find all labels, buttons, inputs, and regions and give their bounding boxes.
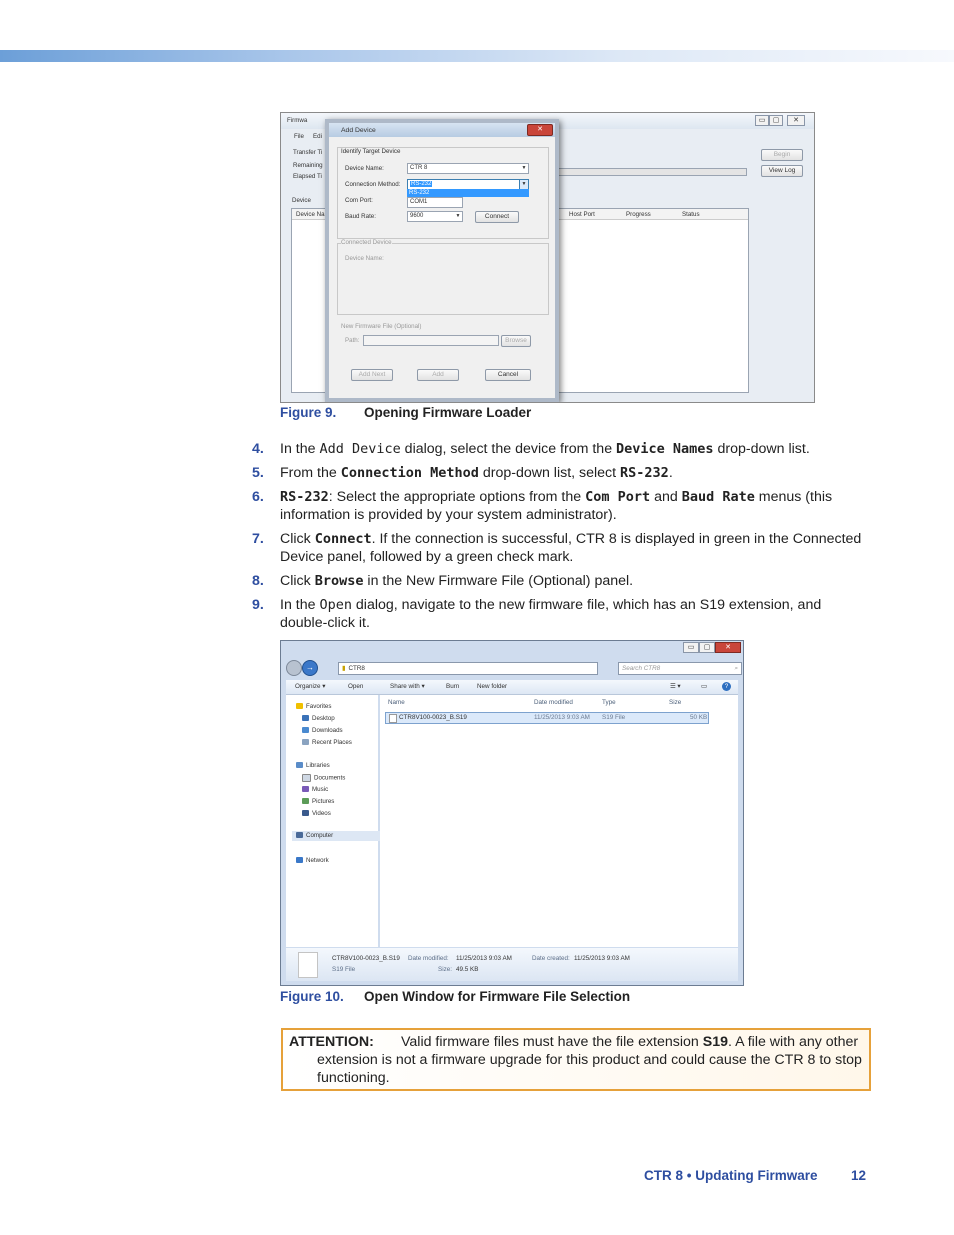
identify-target-label: Identify Target Device: [341, 148, 401, 155]
connection-method-value: RS-232: [411, 181, 432, 187]
col-host-port[interactable]: Host Port: [569, 211, 595, 218]
remaining-label: Remaining: [293, 162, 323, 169]
view-log-button[interactable]: View Log: [761, 165, 803, 177]
device-name-label: Device Name:: [345, 165, 384, 172]
figure-9-number: Figure 9.: [280, 405, 337, 420]
back-icon[interactable]: [286, 660, 302, 676]
nav-computer[interactable]: Computer: [292, 831, 380, 841]
nav-music[interactable]: Music: [302, 786, 328, 793]
figure-9-title: Opening Firmware Loader: [364, 405, 532, 420]
search-input[interactable]: [618, 662, 742, 675]
music-icon: [302, 786, 309, 792]
command-toolbar: [286, 680, 738, 695]
step-8: 8. Click Browse in the New Firmware File (Optional) panel.: [252, 573, 634, 589]
elapsed-time-label: Elapsed Ti: [293, 173, 322, 180]
close-icon[interactable]: ✕: [787, 115, 805, 126]
share-with-button[interactable]: Share with ▾: [390, 683, 425, 690]
step-4: 4. In the Add Device dialog, select the device from the Device Names drop-down list.: [252, 441, 810, 457]
instruction-steps: [252, 440, 862, 638]
baud-rate-select[interactable]: [407, 211, 463, 222]
minimize-icon[interactable]: ▭: [683, 642, 699, 653]
menu-edit[interactable]: Edi: [313, 133, 322, 140]
computer-icon: [296, 832, 303, 838]
preview-pane-icon[interactable]: ▭: [701, 683, 707, 690]
col-size[interactable]: Size: [669, 699, 682, 706]
add-button[interactable]: Add: [417, 369, 459, 381]
minimize-icon[interactable]: ▭: [755, 115, 769, 126]
close-icon[interactable]: ✕: [715, 642, 741, 653]
figure-10-number: Figure 10.: [280, 989, 344, 1004]
nav-pictures[interactable]: Pictures: [302, 798, 334, 805]
add-device-dialog: [325, 119, 559, 402]
firmware-loader-screenshot: [280, 112, 815, 403]
search-icon: ⌕: [734, 665, 738, 672]
device-name-value: CTR 8: [410, 165, 428, 171]
step-number: 7.: [252, 531, 264, 547]
file-row[interactable]: [385, 712, 709, 724]
organize-button[interactable]: Organize ▾: [295, 683, 326, 690]
figure-10-title: Open Window for Firmware File Selection: [364, 989, 631, 1004]
details-modified-value: 11/25/2013 9:03 AM: [456, 955, 512, 962]
step-5: 5. From the Connection Method drop-down list, select RS-232.: [252, 465, 673, 481]
downloads-icon: [302, 727, 309, 733]
browse-button[interactable]: Browse: [501, 335, 531, 347]
step-number: 9.: [252, 597, 264, 613]
connected-device-label: Connected Device: [341, 239, 392, 246]
recent-icon: [302, 739, 309, 745]
chevron-down-icon: ▼: [521, 165, 527, 171]
nav-desktop[interactable]: Desktop: [302, 715, 335, 722]
dialog-close-icon[interactable]: ✕: [527, 124, 553, 136]
file-date: 11/25/2013 9:03 AM: [534, 714, 590, 721]
file-size: 50 KB: [690, 714, 708, 721]
file-type: S19 File: [602, 714, 626, 721]
page-number: 12: [851, 1168, 867, 1183]
chevron-down-icon: ▼: [519, 180, 528, 189]
col-status[interactable]: Status: [682, 211, 700, 218]
help-icon[interactable]: ?: [722, 682, 731, 691]
attention-box: [281, 1028, 871, 1091]
attention-text: ATTENTION: Valid firmware files must have the file extension S19. A file with any other extension is not a firmware upgrade for this product and could cause the CTR 8 to stop functioning.: [289, 1034, 862, 1086]
open-dialog-screenshot: [280, 640, 744, 986]
nav-recent-places[interactable]: Recent Places: [302, 739, 352, 746]
details-modified-label: Date modified:: [408, 955, 449, 962]
cancel-button[interactable]: Cancel: [485, 369, 531, 381]
com-port-label: Com Port:: [345, 197, 373, 204]
details-file-name: CTR8V100-0023_B.S19: [332, 955, 400, 962]
file-large-icon: [298, 952, 318, 978]
navigation-pane: [286, 695, 378, 947]
document-icon: [302, 774, 311, 782]
new-firmware-label: New Firmware File (Optional): [341, 323, 422, 330]
address-path: CTR8: [348, 665, 365, 672]
nav-network[interactable]: Network: [296, 857, 329, 864]
footer-title: CTR 8 • Updating Firmware: [644, 1168, 818, 1183]
path-label: Path:: [345, 337, 360, 344]
network-icon: [296, 857, 303, 863]
new-folder-button[interactable]: New folder: [477, 683, 508, 690]
open-button[interactable]: Open: [348, 683, 364, 690]
file-icon: [389, 714, 397, 723]
details-created-value: 11/25/2013 9:03 AM: [574, 955, 630, 962]
connection-method-label: Connection Method:: [345, 181, 401, 188]
col-name[interactable]: Name: [388, 699, 405, 706]
transfer-time-label: Transfer Ti: [293, 149, 323, 156]
pictures-icon: [302, 798, 309, 804]
maximize-icon[interactable]: ▢: [699, 642, 715, 653]
baud-rate-value: 9600: [410, 213, 424, 219]
star-icon: [296, 703, 303, 709]
dialog-title: Add Device: [341, 127, 376, 134]
nav-favorites[interactable]: Favorites: [296, 703, 331, 710]
details-size-label: Size:: [438, 966, 452, 973]
attention-label: ATTENTION:: [289, 1034, 374, 1050]
nav-documents[interactable]: Documents: [302, 774, 345, 782]
figure-9-caption: [280, 405, 531, 420]
nav-libraries[interactable]: Libraries: [296, 762, 330, 769]
details-size-value: 49.5 KB: [456, 966, 479, 973]
maximize-icon[interactable]: ▢: [769, 115, 783, 126]
videos-icon: [302, 810, 309, 816]
file-list: [380, 695, 738, 947]
col-date-modified[interactable]: Date modified: [534, 699, 573, 706]
nav-downloads[interactable]: Downloads: [302, 727, 343, 734]
folder-icon: ▮: [342, 665, 346, 672]
step-number: 4.: [252, 441, 264, 457]
col-device-name[interactable]: Device Na: [296, 211, 325, 218]
file-name: CTR8V100-0023_B.S19: [399, 714, 467, 721]
add-next-button[interactable]: Add Next: [351, 369, 393, 381]
chevron-down-icon: ▼: [455, 213, 461, 219]
menu-file[interactable]: File: [294, 133, 304, 140]
com-port-select[interactable]: [407, 197, 463, 208]
nav-videos[interactable]: Videos: [302, 810, 331, 817]
details-pane: [286, 948, 738, 981]
dialog-title-bar: [329, 123, 555, 137]
col-type[interactable]: Type: [602, 699, 616, 706]
burn-button[interactable]: Burn: [446, 683, 460, 690]
step-9: 9. In the Open dialog, navigate to the new firmware file, which has an S19 extension, and double-click it.: [252, 597, 822, 631]
dropdown-option-rs232[interactable]: RS-232: [407, 189, 529, 197]
step-number: 6.: [252, 489, 264, 505]
device-name-select[interactable]: [407, 163, 529, 174]
search-placeholder: Search CTR8: [622, 665, 661, 672]
connected-device-group: [337, 243, 549, 315]
desktop-icon: [302, 715, 309, 721]
step-6: 6. RS-232: Select the appropriate options from the Com Port and Baud Rate menus (this information is provided by your system administrator).: [252, 489, 833, 523]
library-icon: [296, 762, 303, 768]
details-type: S19 File: [332, 966, 356, 973]
forward-icon[interactable]: →: [302, 660, 318, 676]
details-created-label: Date created:: [532, 955, 570, 962]
path-field[interactable]: [363, 335, 499, 346]
baud-rate-label: Baud Rate:: [345, 213, 376, 220]
header-gradient-bar: [0, 50, 954, 62]
device-group-label: Device: [292, 197, 311, 204]
step-number: 8.: [252, 573, 264, 589]
progress-bar: [553, 168, 747, 176]
begin-button[interactable]: Begin: [761, 149, 803, 161]
col-progress[interactable]: Progress: [626, 211, 651, 218]
view-options-icon[interactable]: ☰ ▾: [670, 683, 681, 690]
connect-button[interactable]: Connect: [475, 211, 519, 223]
window-title: Firmwa: [287, 117, 308, 124]
address-bar[interactable]: [338, 662, 598, 675]
step-7: 7. Click Connect. If the connection is successful, CTR 8 is displayed in green in the Connected Device panel, followed by a green check mark.: [252, 531, 862, 565]
com-port-value: COM1: [410, 199, 428, 205]
step-number: 5.: [252, 465, 264, 481]
navigation-bar: [286, 659, 738, 677]
figure-10-caption: [280, 989, 630, 1004]
connected-device-name-label: Device Name:: [345, 255, 384, 262]
